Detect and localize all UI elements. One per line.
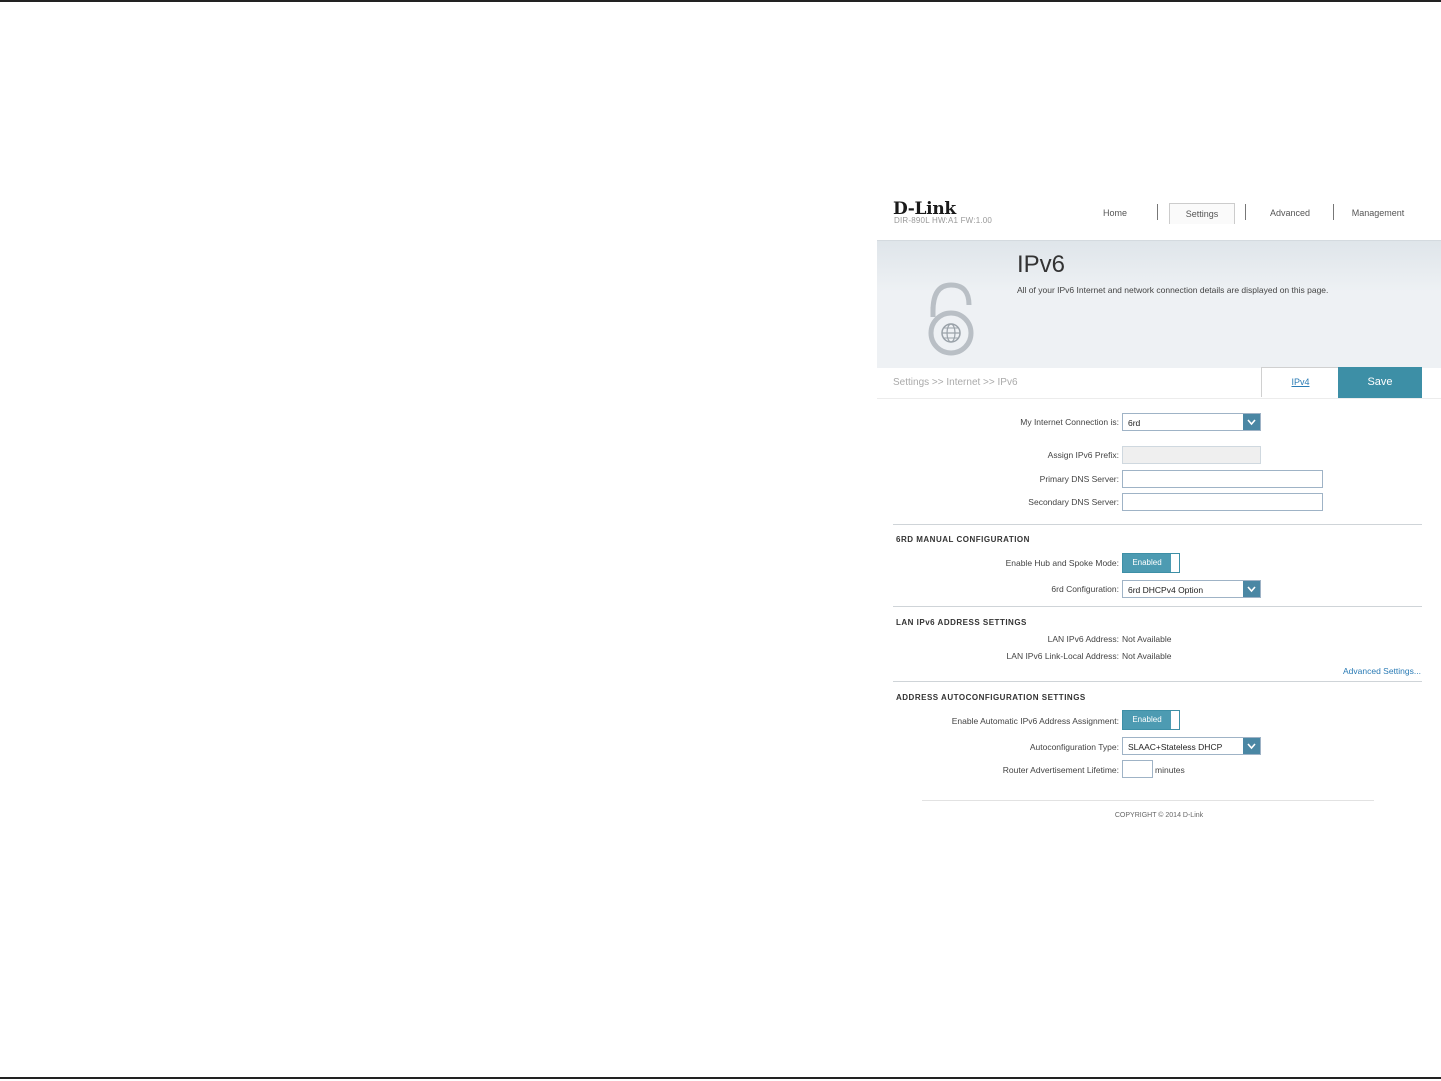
page-banner [877,240,1441,369]
chevron-down-icon [1243,738,1260,754]
auto-assign-label: Enable Automatic IPv6 Address Assignment: [951,716,1119,726]
section-divider [893,524,1422,525]
nav-home[interactable]: Home [1102,208,1127,218]
advanced-settings-link[interactable]: Advanced Settings... [1343,666,1421,676]
primary-dns-input[interactable] [1122,470,1323,488]
nav-management[interactable]: Management [1351,208,1405,218]
model-info: DIR-890L HW:A1 FW:1.00 [894,216,993,225]
dlink-logo: D-Link [893,199,956,219]
nav-separator [1157,204,1158,220]
chevron-down-icon [1243,581,1260,597]
lan-address-label: LAN IPv6 Address: [1047,634,1119,644]
page-top-rule [0,0,1441,2]
page-description: All of your IPv6 Internet and network connection details are displayed on this page. [1017,285,1329,295]
prefix-field [1122,446,1261,464]
secondary-dns-input[interactable] [1122,493,1323,511]
connection-type-select[interactable] [1122,413,1261,431]
section-title-6rd: 6RD MANUAL CONFIGURATION [896,535,1030,544]
connection-type-value: 6rd [1128,418,1141,428]
lan-link-local-value: Not Available [1122,651,1172,661]
nav-settings[interactable]: Settings [1169,203,1235,224]
6rd-config-value: 6rd DHCPv4 Option [1128,585,1204,595]
autoconf-type-label: Autoconfiguration Type: [1029,742,1119,752]
copyright: COPYRIGHT © 2014 D-Link [1114,812,1204,819]
6rd-config-label: 6rd Configuration: [1051,584,1119,594]
breadcrumb: Settings >> Internet >> IPv6 [893,377,1018,388]
section-divider [893,681,1422,682]
hub-spoke-toggle[interactable] [1122,553,1180,573]
auto-assign-state: Enabled [1123,711,1171,729]
nav-separator [1333,204,1334,220]
hub-spoke-state: Enabled [1123,554,1171,572]
save-button[interactable]: Save [1338,367,1422,398]
top-header [877,188,1441,240]
page-bottom-rule [0,1077,1441,1079]
lan-link-local-label: LAN IPv6 Link-Local Address: [1006,651,1119,661]
section-divider [893,606,1422,607]
chevron-down-icon [1243,414,1260,430]
auto-assign-toggle[interactable] [1122,710,1180,730]
secondary-dns-label: Secondary DNS Server: [1028,497,1119,507]
ra-lifetime-input[interactable] [1122,760,1153,778]
page-title: IPv6 [1017,251,1066,278]
section-title-autoconf: ADDRESS AUTOCONFIGURATION SETTINGS [896,693,1086,702]
nav-separator [1245,204,1246,220]
breadcrumb-bar [877,368,1441,399]
ipv4-link[interactable]: IPv4 [1261,367,1340,397]
nav-advanced[interactable]: Advanced [1269,208,1311,218]
6rd-config-select[interactable] [1122,580,1261,598]
ra-lifetime-label: Router Advertisement Lifetime: [1002,765,1119,775]
router-app-window [877,188,1441,838]
autoconf-type-value: SLAAC+Stateless DHCP [1128,742,1223,752]
ra-lifetime-unit: minutes [1155,765,1185,775]
hub-spoke-label: Enable Hub and Spoke Mode: [1005,558,1119,568]
connection-type-label: My Internet Connection is: [1020,417,1119,427]
prefix-label: Assign IPv6 Prefix: [1047,450,1119,460]
autoconf-type-select[interactable] [1122,737,1261,755]
footer-divider [922,800,1374,801]
section-title-lan: LAN IPv6 ADDRESS SETTINGS [896,618,1027,627]
lan-address-value: Not Available [1122,634,1172,644]
padlock-six-globe-icon [923,277,979,361]
primary-dns-label: Primary DNS Server: [1039,474,1119,484]
